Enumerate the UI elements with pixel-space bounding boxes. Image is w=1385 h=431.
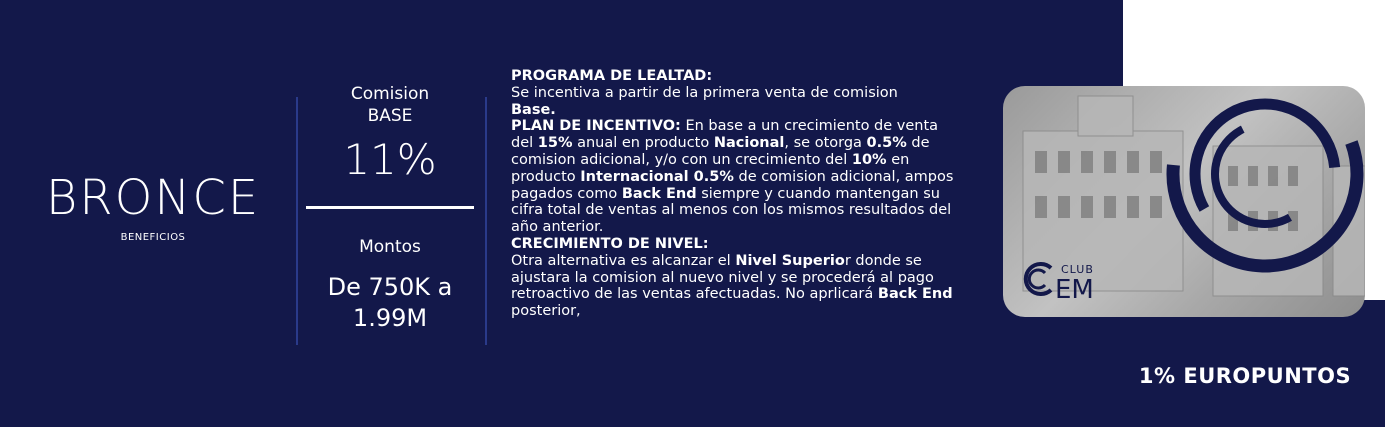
growth-heading: CRECIMIENTO DE NIVEL: (511, 235, 709, 252)
membership-card (1003, 86, 1365, 317)
brand-label: EM (1055, 275, 1094, 305)
club-label: CLUB (1061, 263, 1094, 276)
incentive-text: anual en producto (572, 135, 714, 152)
loyalty-text: Se incentiva a partir de la primera venta de comision (511, 84, 898, 101)
growth-text: Otra alternativa es alcanzar el (511, 252, 736, 269)
incentive-bold: Back End (621, 185, 697, 202)
amounts-value-line1: De 750K a (327, 273, 453, 301)
commission-label-line1: Comision (350, 84, 430, 104)
amounts-label: Montos (359, 237, 421, 257)
amounts-value-line2: 1.99M (352, 304, 428, 332)
divider-left (296, 97, 298, 345)
amounts-value (300, 272, 480, 334)
growth-text: r donde se ajustara la comision al nuevo nivel y se procederá al pago retroactivo de las ventas afectuadas. No aprlicará (511, 252, 934, 303)
incentive-text: , se otorga (784, 135, 867, 152)
tier-name: BRONCE (45, 170, 261, 226)
commission-label-line2: BASE (367, 106, 413, 126)
commission-label (300, 83, 480, 127)
incentive-bold: 15% (537, 135, 573, 152)
incentive-text: de comision adicional, y/o con un crecimiento del (511, 135, 930, 168)
incentive-bold: Internacional 0.5% (580, 168, 734, 185)
incentive-text: siempre y cuando mantengan su cifra total de ventas al menos con los mismos resultados del año anterior. (511, 185, 952, 236)
incentive-bold: 10% (851, 151, 887, 168)
commission-value: 11% (343, 135, 437, 184)
divider-right (485, 97, 487, 345)
tier-subtitle: BENEFICIOS (120, 232, 186, 243)
growth-bold: Nivel Superio (735, 252, 845, 269)
incentive-text: de comision adicional, ampos pagados como (511, 168, 954, 202)
growth-text: posterior, (511, 303, 581, 320)
incentive-bold: Nacional (713, 135, 785, 152)
growth-bold: Back End (877, 286, 953, 303)
tier-block (38, 170, 268, 243)
column-separator (306, 206, 474, 209)
incentive-heading: PLAN DE INCENTIVO: (511, 118, 681, 135)
incentive-text: en producto (511, 151, 910, 185)
loyalty-text-bold: Base. (511, 101, 556, 118)
europuntos-label: 1% EUROPUNTOS (1138, 364, 1352, 388)
incentive-text: En base a un crecimiento de venta del (511, 118, 939, 152)
club-em-logo-icon (1017, 262, 1057, 296)
benefits-description (511, 68, 961, 320)
loyalty-heading: PROGRAMA DE LEALTAD: (511, 68, 713, 84)
incentive-bold: 0.5% (866, 135, 907, 152)
bottom-strip (0, 427, 1385, 431)
